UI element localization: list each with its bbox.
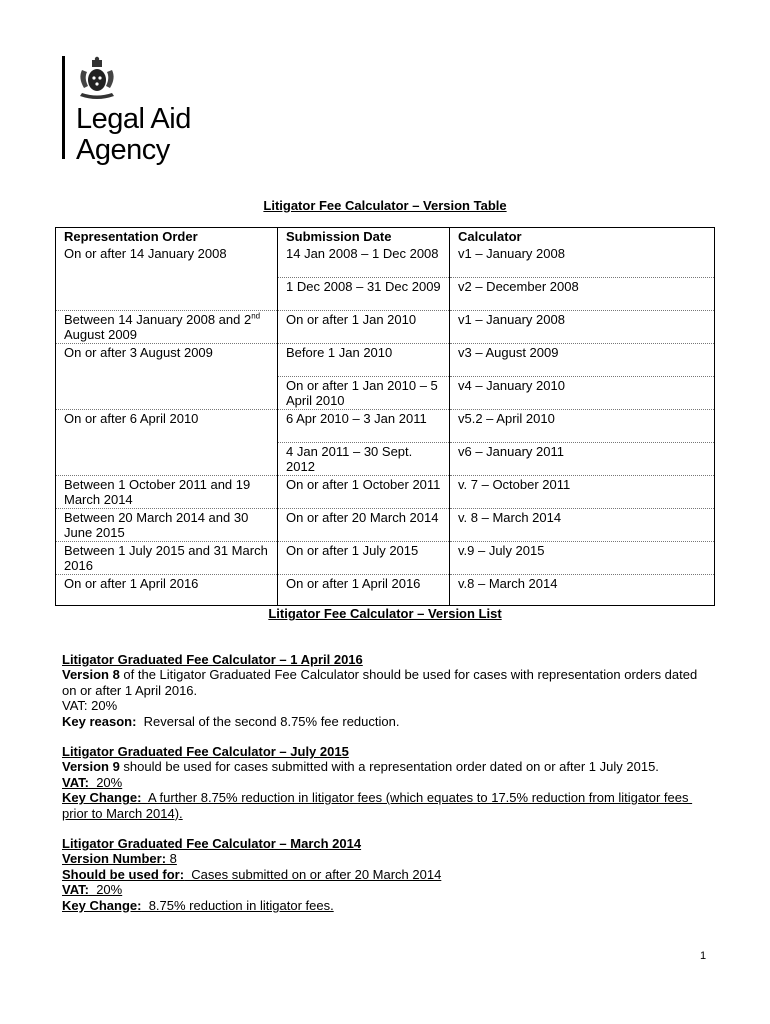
cell-date: On or after 1 July 2015 <box>278 542 450 575</box>
cell-date: 1 Dec 2008 – 31 Dec 2009 <box>278 278 450 311</box>
cell-date: On or after 1 April 2016 <box>278 575 450 606</box>
cell-date: On or after 1 Jan 2010 – 5 April 2010 <box>278 377 450 410</box>
cell-date: 14 Jan 2008 – 1 Dec 2008 <box>278 245 450 278</box>
section-key <box>62 898 712 913</box>
cell-calculator: v.8 – March 2014 <box>450 575 715 606</box>
table-row <box>56 410 715 443</box>
version-number-value: 8 <box>166 851 177 867</box>
vat-label: VAT: <box>62 882 89 898</box>
section-title: Litigator Graduated Fee Calculator – March 2014 <box>62 836 362 852</box>
cell-order-text-end: August 2009 <box>64 327 138 342</box>
section-key <box>62 714 712 729</box>
legal-aid-agency-logo <box>62 56 222 166</box>
section-version-text <box>62 759 712 774</box>
cell-calculator: v1 – January 2008 <box>450 311 715 344</box>
version-label: Version 9 <box>62 759 120 775</box>
cell-order <box>56 278 278 311</box>
cell-order-text: Between 14 January 2008 and 2 <box>64 312 252 327</box>
cell-calculator: v.9 – July 2015 <box>450 542 715 575</box>
version-list-heading: Litigator Fee Calculator – Version List <box>268 606 502 621</box>
cell-calculator: v5.2 – April 2010 <box>450 410 715 443</box>
cell-order: On or after 1 April 2016 <box>56 575 278 606</box>
section-use <box>62 867 712 882</box>
cell-order: Between 1 October 2011 and 19 March 2014 <box>56 476 278 509</box>
section-version-text <box>62 667 712 698</box>
section-vat <box>62 882 712 897</box>
logo-line-2: Agency <box>76 134 170 166</box>
version-description: of the Litigator Graduated Fee Calculator should be used for cases with representation orders dated on or after 1 April 2016. <box>62 667 698 698</box>
ordinal-suffix: nd <box>251 311 261 321</box>
header-submission-date: Submission Date <box>278 228 450 246</box>
header-representation-order: Representation Order <box>56 228 278 246</box>
cell-calculator: v. 7 – October 2011 <box>450 476 715 509</box>
logo-wordmark <box>76 104 191 166</box>
vat-value: 20% <box>88 774 123 790</box>
key-label: Key Change: <box>62 897 142 913</box>
cell-calculator: v3 – August 2009 <box>450 344 715 377</box>
section-vat <box>62 775 712 790</box>
key-text: A further 8.75% reduction in litigator fees (which equates to 17.5% reduction from litigator fees prior to March 2014). <box>62 790 693 821</box>
cell-order: On or after 3 August 2009 <box>56 344 278 377</box>
cell-order: On or after 14 January 2008 <box>64 246 227 261</box>
cell-date: 4 Jan 2011 – 30 Sept. 2012 <box>278 443 450 476</box>
cell-order: On or after 6 April 2010 <box>56 410 278 443</box>
table-row <box>56 476 715 509</box>
cell-calculator: v6 – January 2011 <box>450 443 715 476</box>
version-section-march-2014 <box>62 836 712 913</box>
version-description: should be used for cases submitted with a representation order dated on or after 1 July 2015. <box>119 759 659 775</box>
table-header-row <box>56 228 715 246</box>
cell-date: On or after 20 March 2014 <box>278 509 450 542</box>
table-row <box>56 542 715 575</box>
version-section-july-2015 <box>62 744 712 821</box>
version-number-label: Version Number: <box>62 851 167 867</box>
cell-order <box>56 311 278 344</box>
cell-order <box>56 377 278 410</box>
cell-calculator: v2 – December 2008 <box>450 278 715 311</box>
page-number: 1 <box>700 950 707 962</box>
cell-order: Between 1 July 2015 and 31 March 2016 <box>56 542 278 575</box>
cell-calculator: v1 – January 2008 <box>458 246 565 261</box>
section-key <box>62 790 712 821</box>
version-section-april-2016 <box>62 652 712 729</box>
logo-line-1: Legal Aid <box>76 103 191 135</box>
cell-calculator: v4 – January 2010 <box>450 377 715 410</box>
table-row <box>56 245 715 278</box>
cell-order <box>56 443 278 476</box>
royal-crest-icon <box>76 56 118 102</box>
key-text: 8.75% reduction in litigator fees. <box>141 897 334 913</box>
version-label: Version 8 <box>62 667 120 683</box>
cell-order: Between 20 March 2014 and 30 June 2015 <box>56 509 278 542</box>
version-list <box>62 652 712 928</box>
cell-date: Before 1 Jan 2010 <box>278 344 450 377</box>
table-row <box>56 311 715 344</box>
table-row <box>56 443 715 476</box>
key-text: Reversal of the second 8.75% fee reduction. <box>136 713 400 729</box>
section-title: Litigator Graduated Fee Calculator – July 2015 <box>62 744 349 760</box>
cell-date: On or after 1 October 2011 <box>278 476 450 509</box>
key-label: Key Change: <box>62 790 142 806</box>
section-version-number <box>62 851 712 866</box>
table-row <box>56 377 715 410</box>
version-table <box>55 227 715 606</box>
table-row <box>56 509 715 542</box>
cell-date: 6 Apr 2010 – 3 Jan 2011 <box>278 410 450 443</box>
header-calculator: Calculator <box>450 228 715 246</box>
table-row <box>56 575 715 606</box>
vat-value: 20% <box>88 882 123 898</box>
table-row <box>56 278 715 311</box>
use-label: Should be used for: <box>62 866 185 882</box>
table-row <box>56 344 715 377</box>
use-value: Cases submitted on or after 20 March 2014 <box>184 866 442 882</box>
section-title: Litigator Graduated Fee Calculator – 1 April 2016 <box>62 652 363 667</box>
key-label: Key reason: <box>62 713 137 729</box>
vat-label: VAT: <box>62 774 89 790</box>
cell-date: On or after 1 Jan 2010 <box>278 311 450 344</box>
logo-divider <box>62 56 65 159</box>
section-vat: VAT: 20% <box>62 698 118 714</box>
cell-calculator: v. 8 – March 2014 <box>450 509 715 542</box>
version-table-heading: Litigator Fee Calculator – Version Table <box>263 198 507 213</box>
